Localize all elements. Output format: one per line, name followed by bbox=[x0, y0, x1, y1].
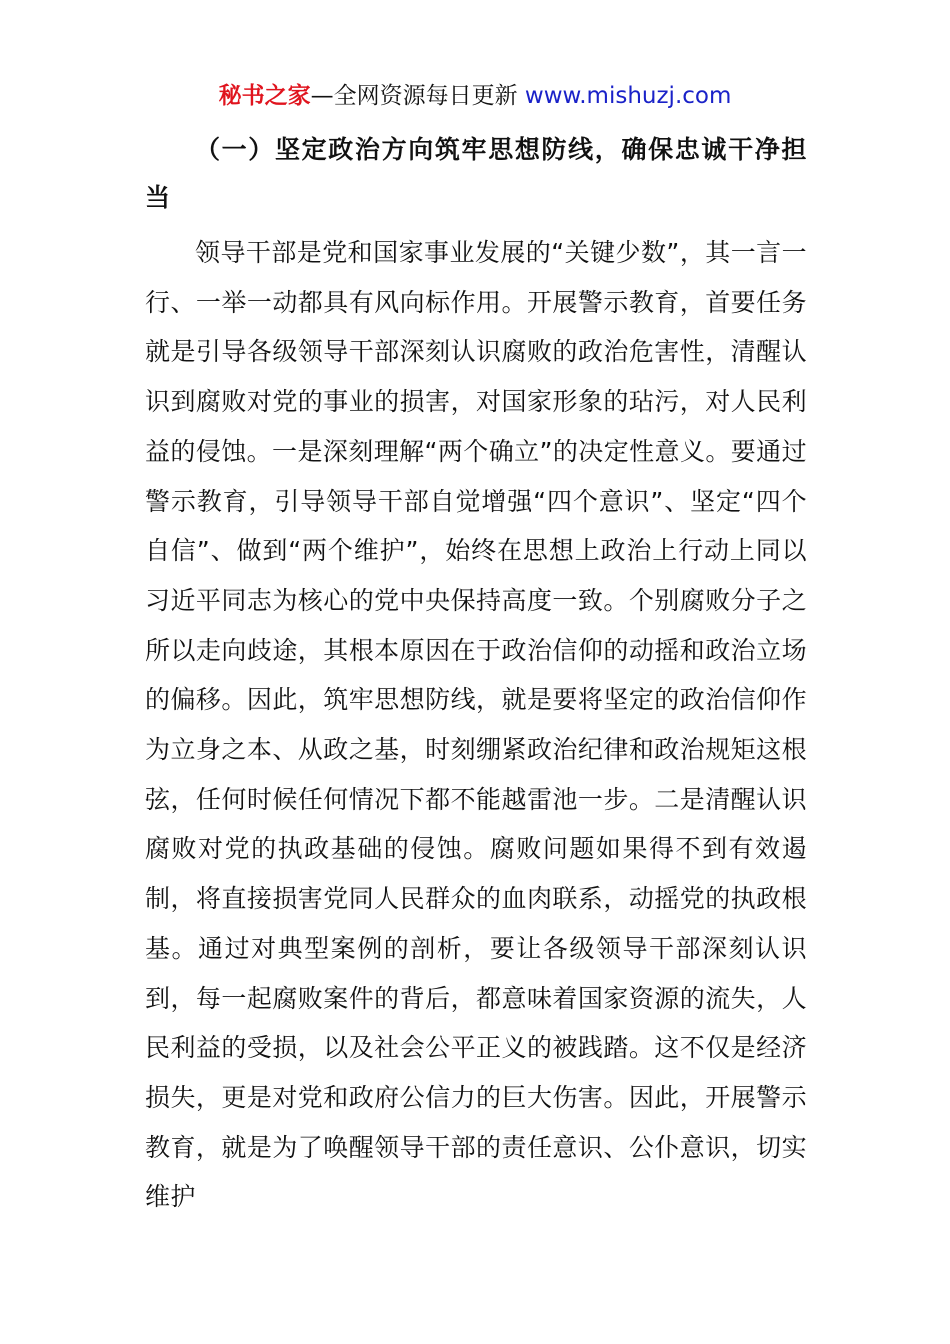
header-tagline: —全网资源每日更新 bbox=[310, 83, 525, 109]
site-header bbox=[0, 80, 950, 112]
document-body bbox=[145, 126, 807, 1222]
body-paragraph: 领导干部是党和国家事业发展的“关键少数”，其一言一行、一举一动都具有风向标作用。开展警示教育，首要任务就是引导各级领导干部深刻认识腐败的政治危害性，清醒认识到腐败对党的事业的损害，对国家形象的玷污，对人民利益的侵蚀。一是深刻理解“两个确立”的决定性意义。要通过警示教育，引导领导干部自觉增强“四个意识”、坚定“四个自信”、做到“两个维护”，始终在思想上政治上行动上同以习近平同志为核心的党中央保持高度一致。个别腐败分子之所以走向歧途，其根本原因在于政治信仰的动摇和政治立场的偏移。因此，筑牢思想防线，就是要将坚定的政治信仰作为立身之本、从政之基，时刻绷紧政治纪律和政治规矩这根弦，任何时候任何情况下都不能越雷池一步。二是清醒认识腐败对党的执政基础的侵蚀。腐败问题如果得不到有效遏制，将直接损害党同人民群众的血肉联系，动摇党的执政根基。通过对典型案例的剖析，要让各级领导干部深刻认识到，每一起腐败案件的背后，都意味着国家资源的流失，人民利益的受损，以及社会公平正义的被践踏。这不仅是经济损失，更是对党和政府公信力的巨大伤害。因此，开展警示教育，就是为了唤醒领导干部的责任意识、公仆意识，切实维护 bbox=[145, 238, 807, 1212]
site-url-link[interactable]: www.mishuzj.com bbox=[524, 83, 732, 109]
section-heading: （一）坚定政治方向筑牢思想防线，确保忠诚干净担当 bbox=[145, 135, 807, 212]
brand-name: 秘书之家 bbox=[218, 83, 311, 109]
